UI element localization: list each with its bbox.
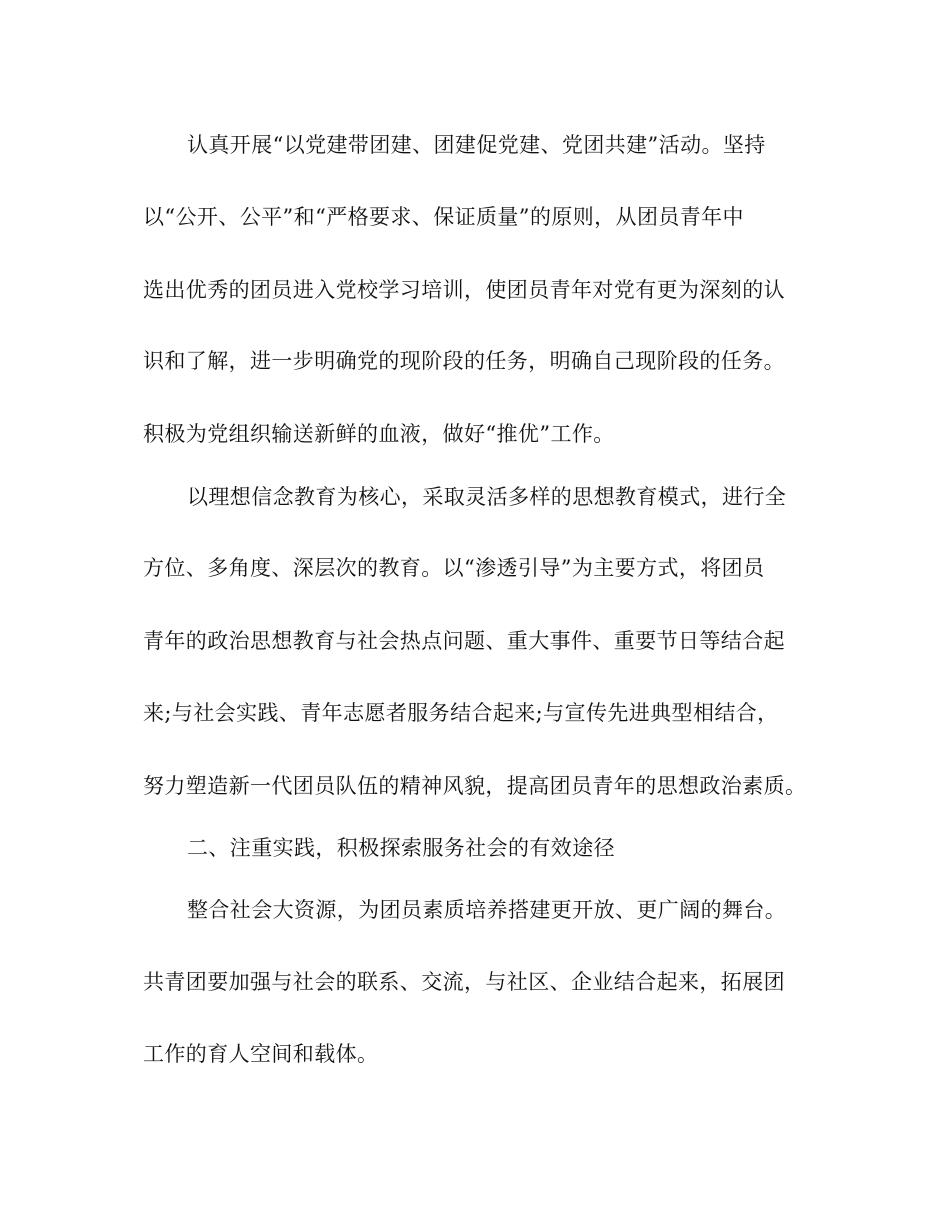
paragraph-2-line-3: 青年的政治思想教育与社会热点问题、重大事件、重要节日等结合起 xyxy=(143,629,785,653)
paragraph-1-line-5: 积极为党组织输送新鲜的血液，做好“推优”工作。 xyxy=(143,422,615,446)
paragraph-2-line-1: 以理想信念教育为核心，采取灵活多样的思想教育模式，进行全 xyxy=(187,485,787,509)
section-heading: 二、注重实践，积极探索服务社会的有效途径 xyxy=(187,836,615,860)
paragraph-1-line-4: 识和了解，进一步明确党的现阶段的任务，明确自己现阶段的任务。 xyxy=(143,349,785,373)
paragraph-2-line-2: 方位、多角度、深层次的教育。以“渗透引导”为主要方式，将团员 xyxy=(143,556,765,580)
paragraph-3-line-1: 整合社会大资源，为团员素质培养搭建更开放、更广阔的舞台。 xyxy=(187,898,787,922)
paragraph-3-line-3: 工作的育人空间和载体。 xyxy=(143,1042,379,1066)
paragraph-1-line-2: 以“公开、公平”和“严格要求、保证质量”的原则，从团员青年中 xyxy=(143,205,744,229)
paragraph-2-line-4: 来;与社会实践、青年志愿者服务结合起来;与宣传先进典型相结合， xyxy=(143,701,779,725)
paragraph-1-line-1: 认真开展“以党建带团建、团建促党建、党团共建”活动。坚持 xyxy=(187,133,766,157)
paragraph-3-line-2: 共青团要加强与社会的联系、交流，与社区、企业结合起来，拓展团 xyxy=(143,970,785,994)
paragraph-2-line-5: 努力塑造新一代团员队伍的精神风貌，提高团员青年的思想政治素质。 xyxy=(143,774,807,798)
paragraph-1-line-3: 选出优秀的团员进入党校学习培训，使团员青年对党有更为深刻的认 xyxy=(143,278,785,302)
